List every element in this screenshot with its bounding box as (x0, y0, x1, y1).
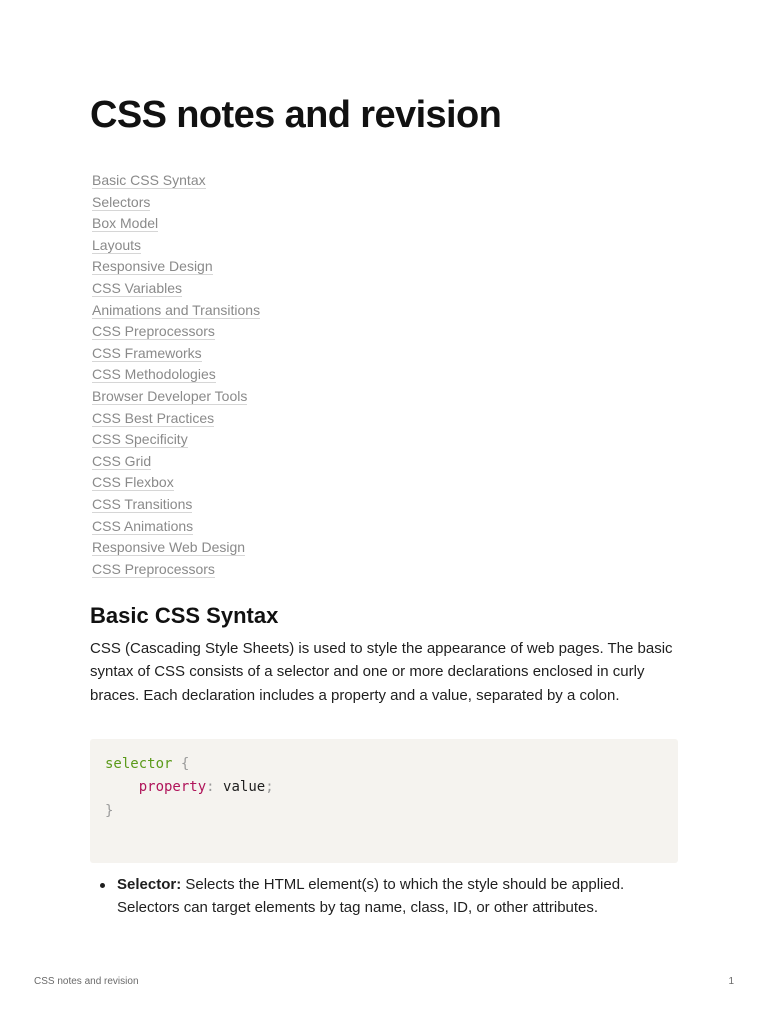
code-indent (105, 779, 139, 795)
list-item (100, 873, 678, 920)
toc-link[interactable]: Box Model (92, 215, 159, 232)
toc-link[interactable]: Selectors (92, 193, 151, 210)
toc-link[interactable]: Basic CSS Syntax (92, 172, 206, 188)
toc-item (92, 192, 260, 214)
section-paragraph: CSS (Cascading Style Sheets) is used to style the appearance of web pages. The basic syntax of CSS consists of a selector and one or more declarations enclosed in curly braces. Each declaration includes a property and a value, separated by a colon. (90, 640, 673, 704)
code-value: value (223, 779, 266, 796)
table-of-contents (92, 170, 260, 580)
toc-item (92, 408, 260, 430)
toc-item (92, 494, 260, 516)
toc-item (92, 364, 260, 386)
footer-title: CSS notes and revision (34, 976, 139, 987)
section-heading: Basic CSS Syntax (90, 603, 279, 628)
code-line (105, 800, 663, 823)
toc-item (92, 343, 260, 365)
toc-item (92, 559, 260, 581)
code-open-brace: { (180, 756, 190, 772)
toc-link[interactable]: CSS Methodologies (92, 366, 216, 383)
toc-link[interactable]: CSS Best Practices (92, 409, 215, 426)
code-block (90, 739, 678, 863)
toc-link[interactable]: CSS Transitions (92, 495, 193, 512)
code-property: property (138, 779, 207, 796)
toc-item (92, 516, 260, 538)
toc-item (92, 300, 260, 322)
toc-item (92, 235, 260, 257)
bullet-term: Selector: (117, 876, 182, 893)
toc-item (92, 321, 260, 343)
code-close-brace: } (105, 802, 114, 819)
toc-link[interactable]: CSS Variables (92, 279, 183, 296)
bullet-list (100, 873, 678, 920)
toc-item (92, 278, 260, 300)
code-colon: : (206, 779, 215, 796)
toc-link[interactable]: Browser Developer Tools (92, 387, 248, 404)
toc-item (92, 386, 260, 408)
toc-link[interactable]: CSS Grid (92, 452, 152, 469)
toc-item (92, 537, 260, 559)
footer-page-number: 1 (728, 976, 734, 987)
code-line (105, 753, 663, 776)
toc-link[interactable]: CSS Specificity (92, 431, 188, 448)
toc-item (92, 472, 260, 494)
toc-link[interactable]: CSS Frameworks (92, 344, 202, 361)
toc-link[interactable]: CSS Flexbox (92, 474, 174, 491)
toc-link[interactable]: CSS Preprocessors (92, 560, 215, 577)
toc-link[interactable]: Responsive Web Design (92, 539, 246, 556)
toc-link[interactable]: CSS Preprocessors (92, 323, 215, 340)
toc-item (92, 256, 260, 278)
toc-link[interactable]: Responsive Design (92, 258, 213, 275)
toc-item (92, 451, 260, 473)
page-title: CSS notes and revision (90, 94, 502, 136)
code-semicolon: ; (265, 779, 274, 796)
toc-item (92, 170, 260, 192)
toc-link[interactable]: Animations and Transitions (92, 301, 261, 318)
code-selector: selector (105, 756, 173, 772)
code-line (105, 776, 663, 799)
toc-item (92, 213, 260, 235)
toc-item (92, 429, 260, 451)
toc-link[interactable]: Layouts (92, 236, 142, 253)
toc-link[interactable]: CSS Animations (92, 517, 194, 534)
bullet-text: Selects the HTML element(s) to which the style should be applied. Selectors can target elements by tag name, class, ID, or other attributes. (117, 876, 625, 917)
bullet-dot-icon (100, 883, 105, 888)
